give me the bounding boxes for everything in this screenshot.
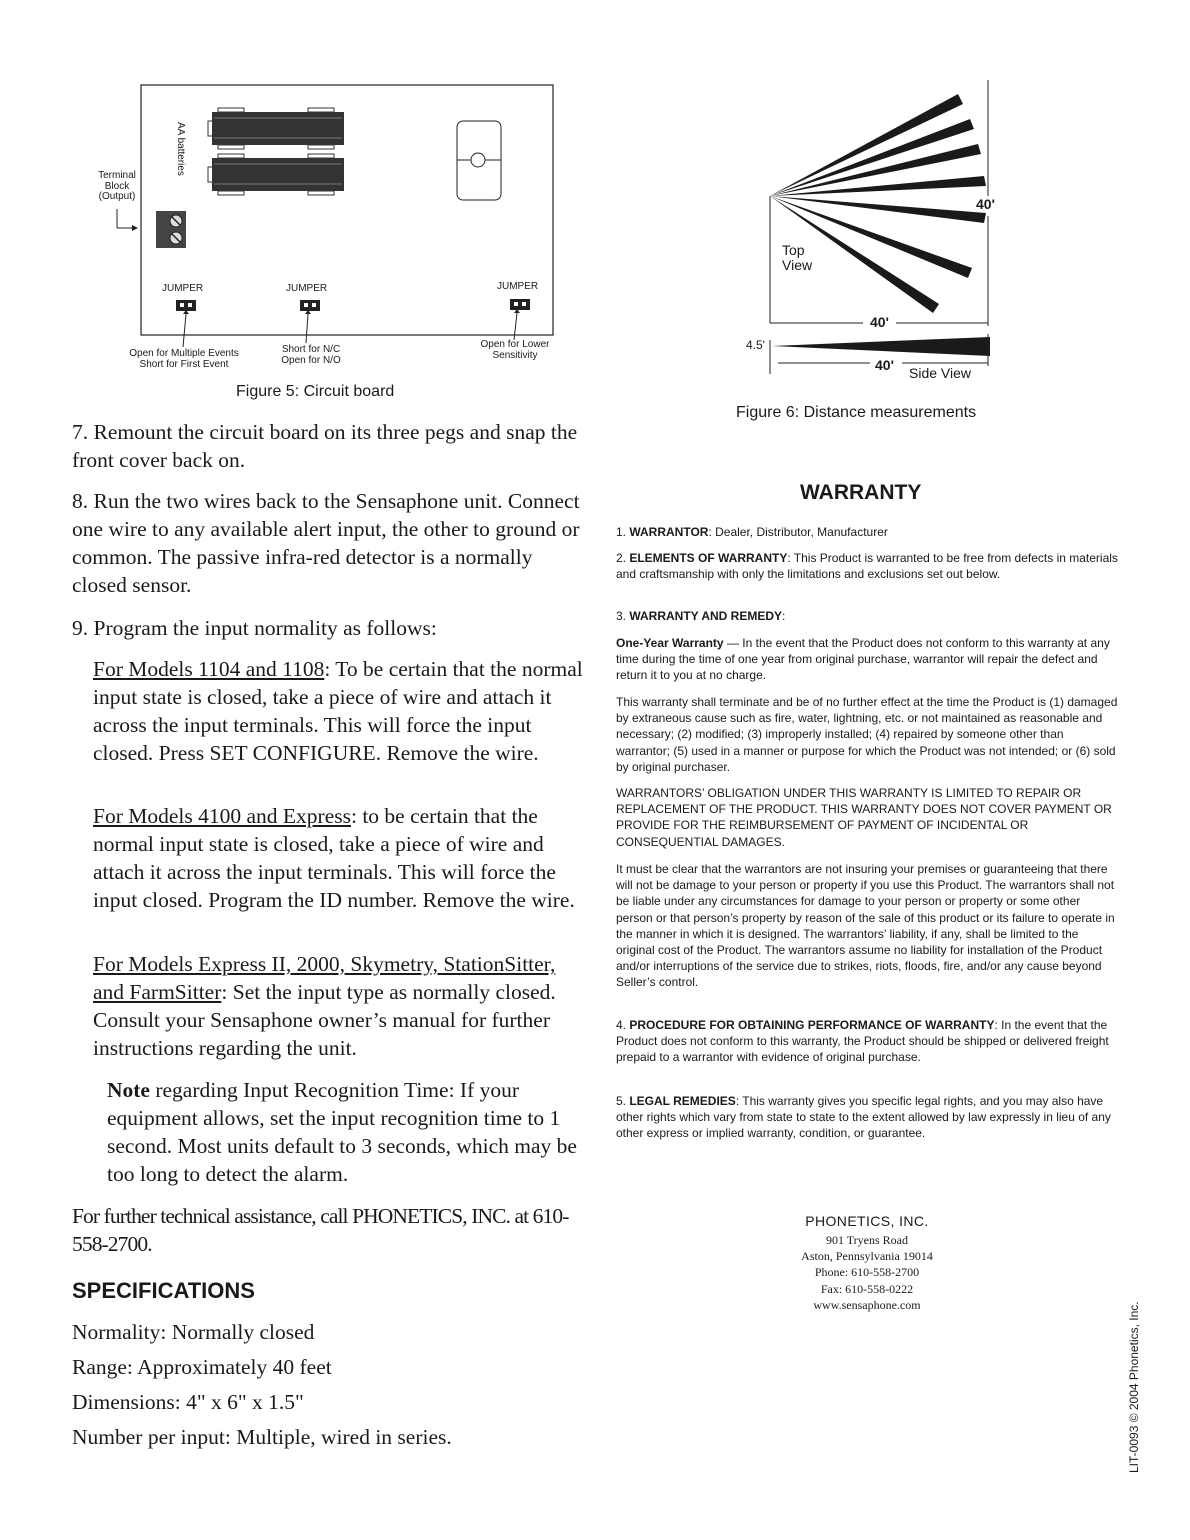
battery-top	[208, 108, 344, 149]
note-label: Note	[107, 1078, 150, 1102]
spec-number-per-input: Number per input: Multiple, wired in series.	[72, 1425, 452, 1449]
warranty-item-2: 2. ELEMENTS OF WARRANTY: This Product is warranted to be free from defects in materials and craftsmanship with only the limitations and exclusions set out below.	[616, 551, 1118, 582]
battery-bottom	[208, 154, 344, 195]
warranty-termination: This warranty shall terminate and be of no further effect at the time the Product is (1) damaged by extraneous cause such as fire, water, lightning, etc. or not maintained as reasonable and necessary; (2) modified; (3) improperly installed; (4) repaired by someone other than warrantor; (5) used in a manner or purpose for which the Product was not intended; or (6) sold by original purchaser.	[616, 695, 1118, 774]
distance-label-top-bottom: 40'	[870, 314, 889, 330]
figure5-caption: Figure 5: Circuit board	[236, 383, 395, 400]
technical-assistance: For further technical assistance, call PHONETICS, INC. at 610-558-2700.	[72, 1204, 569, 1256]
jumper-label-2: JUMPER	[286, 283, 328, 294]
distance-label-side: 40'	[875, 357, 894, 373]
warranty-item-4: 4. PROCEDURE FOR OBTAINING PERFORMANCE OF WARRANTY: In the event that the Product does not conform to this warranty, the Product should be shipped or delivered freight prepaid to a warrantor with evidence of original purchase.	[616, 1018, 1109, 1065]
input-recognition-note	[107, 1076, 582, 1188]
warranty-heading: WARRANTY	[800, 481, 922, 504]
top-view-label: Top View	[782, 242, 813, 273]
spec-normality: Normality: Normally closed	[72, 1320, 315, 1344]
models-express-heading: For Models Express II, 2000, Skymetry, StationSitter, and FarmSitter	[93, 952, 556, 1004]
note-text: regarding Input Recognition Time: If your equipment allows, set the input recognition time to 1 second. Most units default to 3 seconds, which may be too long to detect the alarm.	[107, 1078, 577, 1186]
warranty-item-5: 5. LEGAL REMEDIES: This warranty gives you specific legal rights, and you may also have other rights which vary from state to state to the extent allowed by law expressly in lieu of any other express or implied warranty, condition, or guarantee.	[616, 1094, 1111, 1141]
spec-dimensions: Dimensions: 4" x 6" x 1.5"	[72, 1390, 304, 1414]
company-phone: Phone: 610-558-2700	[814, 1265, 920, 1279]
models-express-instructions	[93, 950, 583, 1062]
jumper-note-3: Open for Lower Sensitivity	[480, 339, 550, 361]
company-name: PHONETICS, INC.	[805, 1213, 929, 1229]
height-label: 4.5'	[746, 338, 765, 352]
distance-label-top-right: 40'	[976, 196, 995, 212]
jumper-note-2: Short for N/C Open for N/O	[281, 344, 341, 366]
jumper-label-3: JUMPER	[497, 281, 539, 292]
step-7: 7. Remount the circuit board on its three pegs and snap the front cover back on.	[72, 420, 578, 472]
models-4100-text: : to be certain that the normal input state is closed, take a piece of wire and attach it across the input terminals. This will force the input closed. Program the ID number. Remove the wire.	[93, 804, 575, 912]
battery-label: AA batteries	[175, 122, 186, 176]
spec-range: Range: Approximately 40 feet	[72, 1355, 332, 1379]
models-1104-text: : To be certain that the normal input state is closed, take a piece of wire and attach it across the input terminals. This will force the input closed. Press SET CONFIGURE. Remove the wire.	[93, 657, 583, 765]
warranty-one-year: One-Year Warranty — In the event that the Product does not conform to this warranty at any time during the time of one year from original purchase, warrantor will repair the defect and return it to you at no charge.	[616, 636, 1110, 683]
jumper-note-1: Open for Multiple Events Short for First Event	[129, 348, 239, 370]
specifications-heading: SPECIFICATIONS	[72, 1278, 255, 1303]
step-9: 9. Program the input normality as follows:	[72, 616, 437, 640]
warranty-obligation: WARRANTORS’ OBLIGATION UNDER THIS WARRANTY IS LIMITED TO REPAIR OR REPLACEMENT OF THE PRODUCT. THIS WARRANTY DOES NOT COVER PAYMENT OR PROVIDE FOR THE REIMBURSEMENT OF PAYMENT OF INCIDENTAL OR CONSEQUENTIAL DAMAGES.	[616, 786, 1112, 849]
company-fax: Fax: 610-558-0222	[820, 1282, 914, 1296]
step-8: 8. Run the two wires back to the Sensaphone unit. Connect one wire to any available alert input, the other to ground or common. The passive infra-red detector is a normally closed sensor.	[72, 489, 580, 597]
models-1104-instructions	[93, 655, 583, 767]
jumper-2	[300, 300, 320, 343]
terminal-block-label: Terminal Block (Output)	[98, 170, 136, 202]
pir-sensor	[457, 121, 501, 200]
detection-zone-side-view	[772, 337, 990, 356]
figure-circuit-board	[72, 82, 572, 382]
board-outline	[141, 85, 553, 335]
warranty-item-3: 3. WARRANTY AND REMEDY:	[616, 609, 786, 623]
warranty-item-1: 1. WARRANTOR: Dealer, Distributor, Manufacturer	[616, 525, 888, 539]
models-4100-instructions	[93, 802, 583, 914]
jumper-label-1: JUMPER	[162, 283, 204, 294]
company-street: 901 Tryens Road	[825, 1233, 908, 1247]
jumper-3	[510, 299, 530, 340]
detection-zones-top-view	[770, 94, 986, 313]
terminal-block	[156, 211, 186, 248]
figure-distance-diagram	[730, 78, 1010, 388]
models-4100-heading: For Models 4100 and Express	[93, 804, 351, 828]
circuit-board-diagram	[72, 82, 572, 382]
jumper-1	[176, 300, 196, 347]
warranty-liability: It must be clear that the warrantors are not insuring your premises or guaranteeing that there will not be damage to your person or property if you use this Product. The warrantors shall not be liable under any circumstances for damage to your person or property or some other person or that person’s property by reason of the sale of this product or its failure to operate in the manner in which it is designed. The warrantors’ liability, if any, shall be limited to the original cost of the Product. The warrantors assume no liability for installation of the Product and/or interruptions of the service due to strikes, riots, floods, fire, and/or any cause beyond Seller’s control.	[616, 862, 1115, 990]
copyright-footer: LIT-0093 © 2004 Phonetics, Inc.	[1127, 1301, 1141, 1473]
side-view-label: Side View	[909, 365, 972, 381]
models-express-text: : Set the input type as normally closed. Consult your Sensaphone owner’s manual for further instructions regarding the unit.	[93, 980, 556, 1060]
models-1104-heading: For Models 1104 and 1108	[93, 657, 325, 681]
figure6-caption: Figure 6: Distance measurements	[736, 404, 977, 421]
company-website: www.sensaphone.com	[813, 1298, 921, 1312]
company-city: Aston, Pennsylvania 19014	[801, 1249, 933, 1263]
